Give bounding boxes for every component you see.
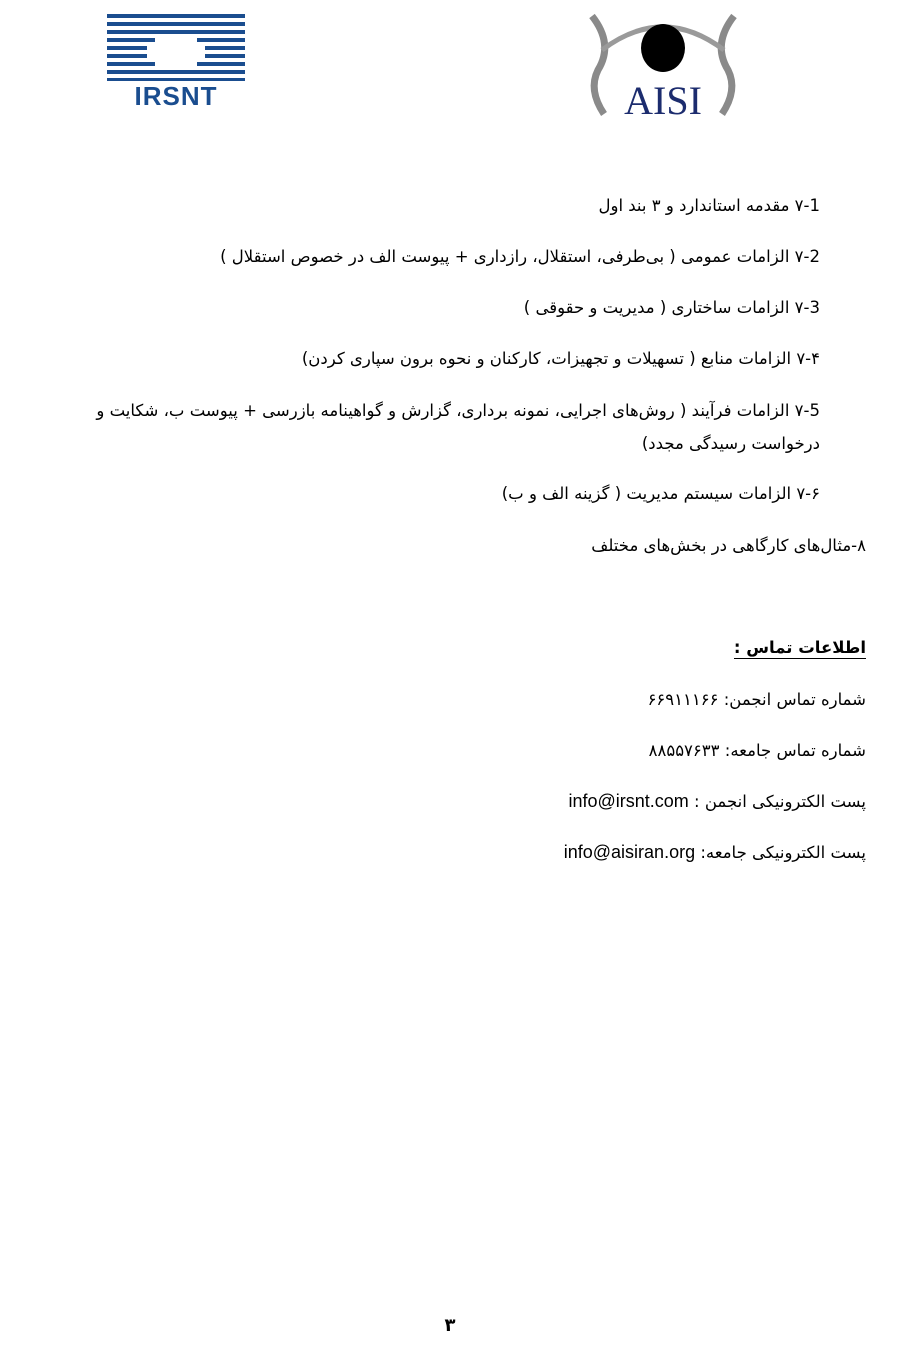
section-8: ۸-مثال‌های کارگاهی در بخش‌های مختلف xyxy=(591,536,866,555)
list-item-7-1: ۷-1 مقدمه استاندارد و ۳ بند اول xyxy=(598,196,820,215)
page-number: ۳ xyxy=(444,1315,456,1336)
email-link[interactable]: info@aisiran.org xyxy=(563,842,696,862)
contact-phone-association xyxy=(648,688,866,712)
contact-value: ۸۸۵۵۷۶۳۳ xyxy=(648,741,720,760)
email-link[interactable]: info@irsnt.com xyxy=(568,791,689,811)
aisi-logo xyxy=(580,10,746,122)
list-item-7-6: ۷-۶ الزامات سیستم مدیریت ( گزینه الف و ب) xyxy=(501,484,820,503)
contact-label: پست الکترونیکی انجمن : xyxy=(694,792,866,811)
contact-label: پست الکترونیکی جامعه: xyxy=(700,843,866,862)
contact-value: ۶۶۹۱۱۱۶۶ xyxy=(647,690,719,709)
list-item-7-5: ۷-5 الزامات فرآیند ( روش‌های اجرایی، نمونه برداری، گزارش و گواهینامه بازرسی + پیوست ب، شکایت و درخواست رسیدگی مجدد) xyxy=(96,401,820,453)
contact-label: شماره تماس جامعه: xyxy=(724,741,866,760)
svg-text:IRSNT: IRSNT xyxy=(134,81,218,108)
contact-email-association xyxy=(568,789,866,814)
contact-email-society xyxy=(564,840,866,865)
list-item-7-4: ۷-۴ الزامات منابع ( تسهیلات و تجهیزات، کارکنان و نحوه برون سپاری کردن) xyxy=(301,349,820,368)
irsnt-logo xyxy=(105,12,247,108)
list-item-7-2: ۷-2 الزامات عمومی ( بی‌طرفی، استقلال، رازداری + پیوست الف در خصوص استقلال ) xyxy=(220,247,820,266)
contact-phone-society xyxy=(649,739,866,763)
svg-text:AISI: AISI xyxy=(624,78,702,122)
contact-heading: اطلاعات تماس : xyxy=(733,638,866,657)
list-item-7-3: ۷-3 الزامات ساختاری ( مدیریت و حقوقی ) xyxy=(523,298,820,317)
contact-label: شماره تماس انجمن: xyxy=(723,690,866,709)
